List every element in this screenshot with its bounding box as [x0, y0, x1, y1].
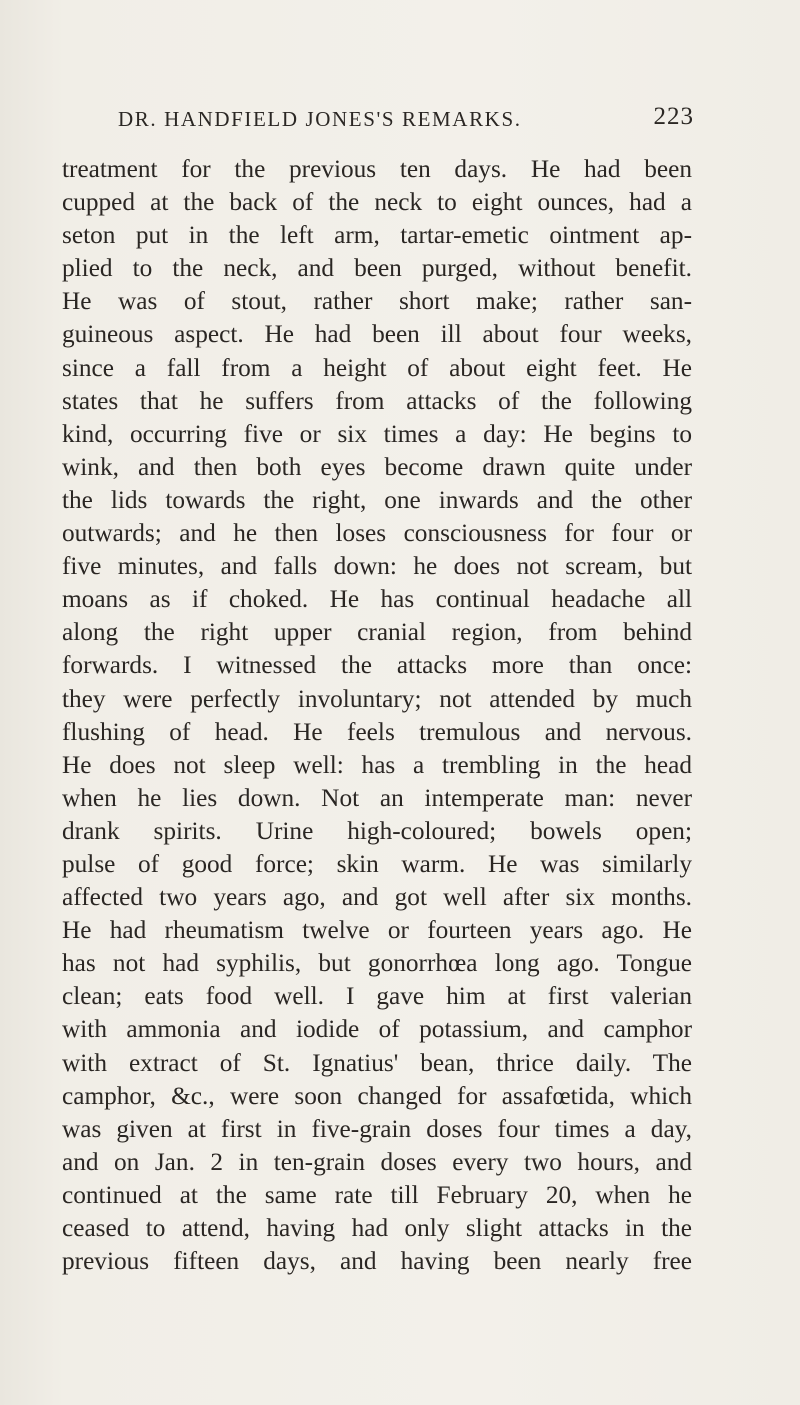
text-line: five minutes, and falls down: he does not scream, but — [62, 552, 692, 581]
text-line: affected two years ago, and got well after six months. — [62, 883, 692, 912]
text-line: wink, and then both eyes become drawn quite under — [62, 452, 692, 481]
text-line: with extract of St. Ignatius' bean, thrice daily. The — [62, 1048, 692, 1077]
text-line: He does not sleep well: has a trembling in the head — [62, 750, 692, 779]
text-line: they were perfectly involuntary; not attended by much — [62, 684, 692, 713]
text-line: with ammonia and iodide of potassium, and camphor — [62, 1015, 692, 1044]
text-line: was given at first in five-grain doses four times a day, — [62, 1114, 692, 1143]
body-text — [62, 153, 692, 1278]
text-line: He was of stout, rather short make; rather san- — [62, 287, 692, 316]
text-line: seton put in the left arm, tartar-emetic ointment ap- — [62, 221, 692, 250]
text-line: cupped at the back of the neck to eight ounces, had a — [62, 188, 692, 217]
text-line: previous fifteen days, and having been nearly free — [62, 1247, 692, 1276]
text-line: He had rheumatism twelve or fourteen years ago. He — [62, 916, 692, 945]
text-line: along the right upper cranial region, from behind — [62, 618, 692, 647]
text-line: drank spirits. Urine high-coloured; bowels open; — [62, 816, 692, 845]
text-line: since a fall from a height of about eight feet. He — [62, 353, 692, 382]
text-line: outwards; and he then loses consciousness for four or — [62, 519, 692, 548]
text-line: flushing of head. He feels tremulous and nervous. — [62, 717, 692, 746]
text-line: when he lies down. Not an intemperate man: never — [62, 783, 692, 812]
text-line: and on Jan. 2 in ten-grain doses every two hours, and — [62, 1147, 692, 1176]
text-line: treatment for the previous ten days. He had been — [62, 155, 692, 183]
running-head: DR. HANDFIELD JONES'S REMARKS. — [118, 107, 522, 131]
text-line: the lids towards the right, one inwards and the other — [62, 485, 692, 514]
page-header — [118, 103, 694, 141]
text-line: states that he suffers from attacks of the following — [62, 386, 692, 415]
text-line: guineous aspect. He had been ill about four weeks, — [62, 320, 692, 349]
text-line: ceased to attend, having had only slight attacks in the — [62, 1214, 692, 1242]
text-line: kind, occurring five or six times a day: He begins to — [62, 419, 692, 448]
text-line: pulse of good force; skin warm. He was similarly — [62, 849, 692, 878]
text-line: moans as if choked. He has continual headache all — [62, 585, 692, 614]
text-line: plied to the neck, and been purged, without benefit. — [62, 254, 692, 283]
page-number: 223 — [653, 103, 694, 130]
text-line: continued at the same rate till February 20, when he — [62, 1180, 692, 1209]
text-line: camphor, &c., were soon changed for assafœtida, which — [62, 1081, 692, 1110]
text-line: forwards. I witnessed the attacks more than once: — [62, 651, 692, 680]
text-line: clean; eats food well. I gave him at first valerian — [62, 982, 692, 1011]
text-line: has not had syphilis, but gonorrhœa long ago. Tongue — [62, 949, 692, 978]
